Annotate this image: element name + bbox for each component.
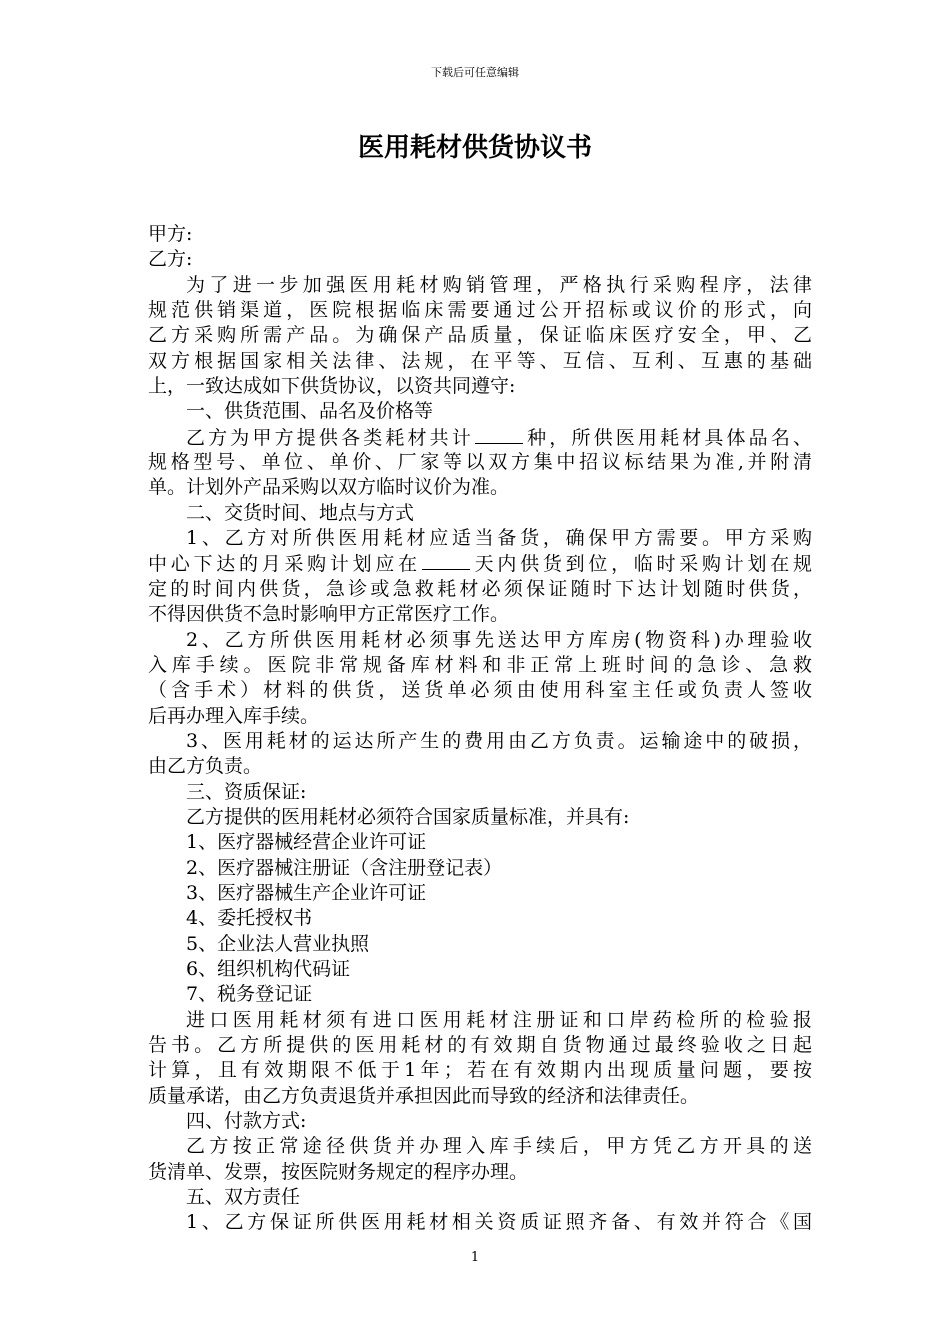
import-line: 计算，且有效期限不低于1年；若在有效期内出现质量问题，要按	[148, 1059, 812, 1082]
page-number: 1	[470, 1250, 480, 1265]
intro-line: 双方根据国家相关法律、法规，在平等、互信、互利、互惠的基础	[148, 349, 812, 372]
intro-line: 乙方采购所需产品。为确保产品质量，保证临床医疗安全，甲、乙	[148, 324, 812, 347]
fill-in-blank	[422, 551, 470, 570]
section2-item2-line: （含手术）材料的供货，送货单必须由使用科室主任或负责人签收	[148, 679, 812, 702]
section2-item1-line	[148, 551, 812, 576]
qualification-item: 5、企业法人营业执照	[186, 932, 370, 955]
section5-line: 1、乙方保证所供医用耗材相关资质证照齐备、有效并符合《国	[186, 1211, 812, 1234]
section2-text-before-blank: 中心下达的月采购计划应在	[148, 553, 421, 576]
qualification-item: 6、组织机构代码证	[186, 957, 351, 980]
section2-item2-line: 2、乙方所供医用耗材必须事先送达甲方库房(物资科)办理验收	[186, 628, 812, 651]
section2-item3-line: 3、医用耗材的运达所产生的费用由乙方负责。运输途中的破损，	[186, 729, 812, 752]
fill-in-blank	[475, 425, 523, 444]
qualification-item: 3、医疗器械生产企业许可证	[186, 881, 427, 904]
qualification-item: 2、医疗器械注册证（含注册登记表）	[186, 856, 503, 879]
import-line: 进口医用耗材须有进口医用耗材注册证和口岸药检所的检验报	[186, 1008, 812, 1031]
section2-item1-line: 定的时间内供货，急诊或急救耗材必须保证随时下达计划随时供货，	[148, 577, 812, 600]
section2-heading: 二、交货时间、地点与方式	[186, 501, 415, 524]
section1-line: 单。计划外产品采购以双方临时议价为准。	[148, 476, 510, 499]
section1-line	[148, 425, 812, 450]
section1-line: 规格型号、单位、单价、厂家等以双方集中招议标结果为准,并附清	[148, 451, 812, 474]
intro-line: 上，一致达成如下供货协议，以资共同遵守:	[148, 375, 516, 398]
document-body	[148, 222, 812, 1236]
qualification-item: 1、医疗器械经营企业许可证	[186, 831, 427, 854]
section2-item2-line: 入库手续。医院非常规备库材料和非正常上班时间的急诊、急救	[148, 653, 812, 676]
qualification-item: 7、税务登记证	[186, 983, 313, 1006]
intro-line: 规范供销渠道，医院根据临床需要通过公开招标或议价的形式，向	[148, 299, 812, 322]
section2-item1-line: 1、乙方对所供医用耗材应适当备货，确保甲方需要。甲方采购	[186, 527, 812, 550]
section1-text-before-blank: 乙方为甲方提供各类耗材共计	[186, 426, 474, 449]
intro-line: 为了进一步加强医用耗材购销管理，严格执行采购程序，法律	[186, 273, 812, 296]
section4-heading: 四、付款方式:	[186, 1110, 307, 1133]
document-title: 医用耗材供货协议书	[357, 133, 592, 163]
section3-heading: 三、资质保证:	[186, 780, 307, 803]
qualification-item: 4、委托授权书	[186, 907, 313, 930]
section4-line: 货清单、发票，按医院财务规定的程序办理。	[148, 1160, 529, 1183]
section2-item2-line: 后再办理入库手续。	[148, 704, 320, 727]
party-b-label: 乙方:	[148, 248, 193, 271]
section5-heading: 五、双方责任	[186, 1186, 301, 1209]
section2-item1-line: 不得因供货不急时影响甲方正常医疗工作。	[148, 603, 510, 626]
section1-text-after-blank: 种，所供医用耗材具体品名、	[524, 426, 812, 449]
section2-text-after-blank: 天内供货到位，临时采购计划在规	[470, 553, 812, 576]
import-line: 告书。乙方所提供的医用耗材的有效期自货物通过最终验收之日起	[148, 1034, 812, 1056]
section3-intro: 乙方提供的医用耗材必须符合国家质量标准，并具有:	[186, 805, 630, 828]
import-line: 质量承诺，由乙方负责退货并承担因此而导致的经济和法律责任。	[148, 1084, 700, 1107]
section4-line: 乙方按正常途径供货并办理入库手续后，甲方凭乙方开具的送	[186, 1135, 812, 1158]
header-note: 下载后可任意编辑	[431, 66, 519, 79]
party-a-label: 甲方:	[148, 223, 193, 245]
section1-heading: 一、供货范围、品名及价格等	[186, 400, 434, 423]
section2-item3-line: 由乙方负责。	[148, 755, 263, 778]
